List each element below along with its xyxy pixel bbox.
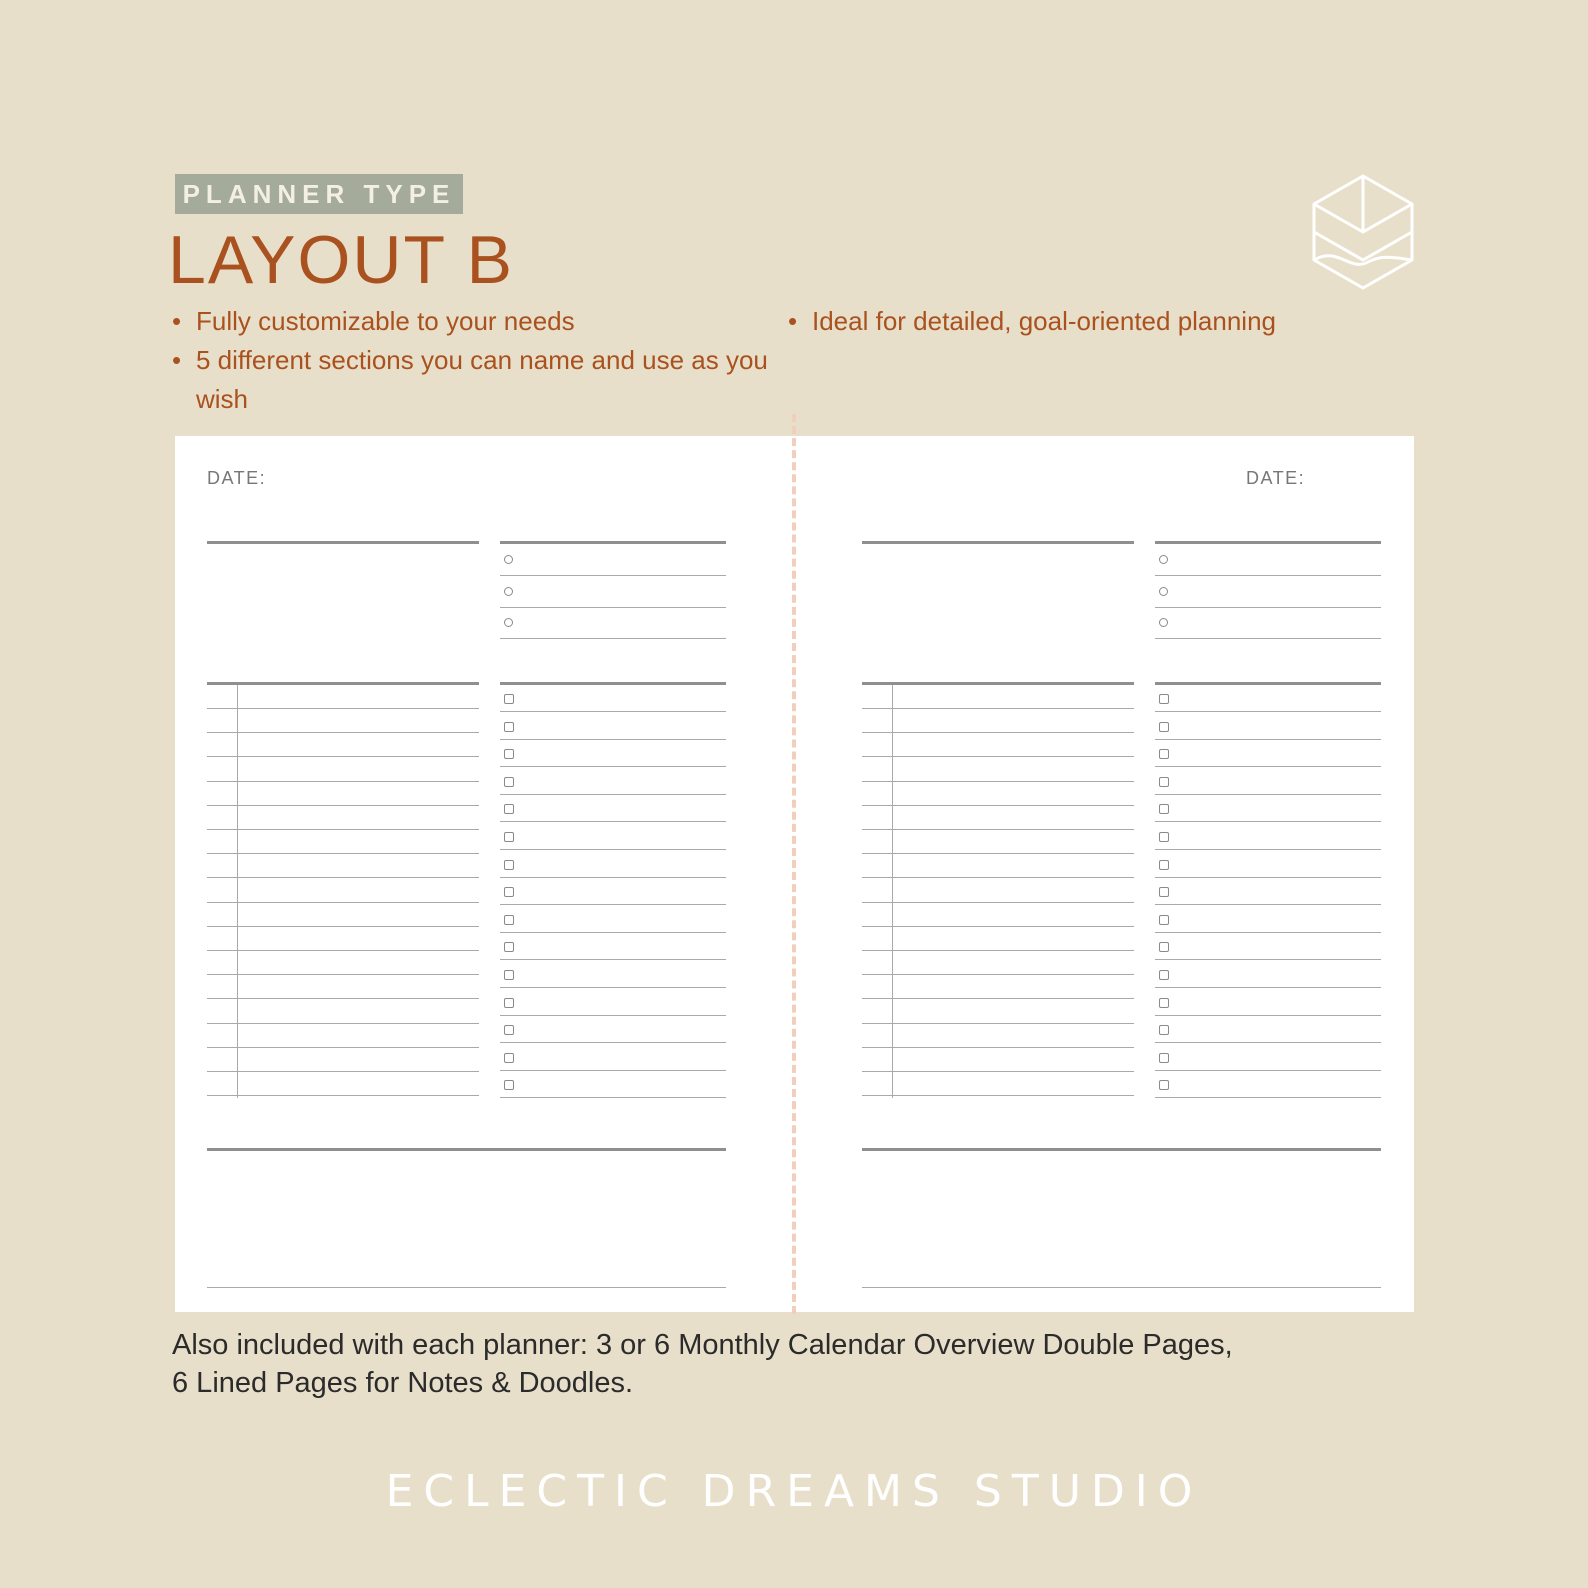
- todo-line: [500, 1015, 726, 1016]
- included-note: [172, 1326, 1422, 1402]
- todo-line: [1155, 1097, 1381, 1098]
- todo-line: [500, 904, 726, 905]
- bullet-circle-icon: [1159, 555, 1168, 564]
- feature-item: • 5 different sections you can name and use as you wish: [172, 341, 796, 419]
- checkbox-icon: [1159, 1025, 1169, 1035]
- schedule-line: [207, 805, 479, 806]
- checkbox-icon: [1159, 1053, 1169, 1063]
- included-note-line-2: 6 Lined Pages for Notes & Doodles.: [172, 1367, 634, 1399]
- checkbox-icon: [504, 832, 514, 842]
- todo-line: [1155, 932, 1381, 933]
- todo-line: [500, 739, 726, 740]
- todo-line: [1155, 739, 1381, 740]
- section-header-rule: [500, 541, 726, 544]
- todo-line: [1155, 794, 1381, 795]
- todo-line: [500, 932, 726, 933]
- schedule-line: [207, 974, 479, 975]
- schedule-line: [207, 998, 479, 999]
- section-header-rule: [500, 682, 726, 685]
- schedule-line: [207, 732, 479, 733]
- section-header-rule: [1155, 541, 1381, 544]
- checkbox-icon: [1159, 942, 1169, 952]
- checkbox-icon: [1159, 804, 1169, 814]
- checkbox-icon: [1159, 970, 1169, 980]
- todo-line: [500, 987, 726, 988]
- schedule-line: [862, 781, 1134, 782]
- checkbox-icon: [1159, 998, 1169, 1008]
- checkbox-icon: [504, 1080, 514, 1090]
- todo-line: [500, 821, 726, 822]
- todo-line: [500, 1042, 726, 1043]
- todo-line: [1155, 766, 1381, 767]
- checkbox-icon: [504, 970, 514, 980]
- date-label-right: DATE:: [1246, 468, 1306, 488]
- list-line: [1155, 638, 1381, 639]
- todo-line: [500, 1097, 726, 1098]
- schedule-line: [207, 781, 479, 782]
- todo-line: [500, 959, 726, 960]
- schedule-line: [207, 1047, 479, 1048]
- checkbox-icon: [504, 722, 514, 732]
- schedule-line: [862, 732, 1134, 733]
- list-line: [500, 575, 726, 576]
- schedule-line: [862, 950, 1134, 951]
- section-header-rule: [207, 541, 479, 544]
- section-header-rule: [862, 1148, 1381, 1151]
- date-label-left: DATE:: [207, 468, 267, 488]
- schedule-divider: [892, 685, 893, 1098]
- checkbox-icon: [504, 998, 514, 1008]
- schedule-line: [207, 1095, 479, 1096]
- schedule-line: [207, 756, 479, 757]
- page-title: LAYOUT B: [168, 222, 515, 298]
- section-header-rule: [207, 682, 479, 685]
- checkbox-icon: [1159, 777, 1169, 787]
- list-line: [1155, 607, 1381, 608]
- list-line: [500, 607, 726, 608]
- checkbox-icon: [504, 860, 514, 870]
- list-line: [500, 638, 726, 639]
- todo-line: [1155, 959, 1381, 960]
- feature-item: • Fully customizable to your needs: [172, 302, 796, 341]
- checkbox-icon: [504, 942, 514, 952]
- schedule-line: [862, 998, 1134, 999]
- schedule-line: [207, 926, 479, 927]
- todo-line: [1155, 711, 1381, 712]
- list-line: [1155, 575, 1381, 576]
- checkbox-icon: [1159, 1080, 1169, 1090]
- todo-line: [500, 849, 726, 850]
- bullet-circle-icon: [504, 555, 513, 564]
- checkbox-icon: [504, 1025, 514, 1035]
- todo-line: [500, 794, 726, 795]
- todo-line: [500, 711, 726, 712]
- checkbox-icon: [1159, 915, 1169, 925]
- schedule-line: [207, 950, 479, 951]
- schedule-line: [862, 926, 1134, 927]
- checkbox-icon: [1159, 722, 1169, 732]
- section-header-rule: [1155, 682, 1381, 685]
- schedule-line: [862, 1071, 1134, 1072]
- schedule-line: [207, 877, 479, 878]
- todo-line: [1155, 877, 1381, 878]
- checkbox-icon: [504, 804, 514, 814]
- section-header-rule: [207, 1148, 726, 1151]
- included-note-line-1: Also included with each planner: 3 or 6 Monthly Calendar Overview Double Pages,: [172, 1329, 1233, 1361]
- schedule-line: [207, 853, 479, 854]
- checkbox-icon: [504, 777, 514, 787]
- schedule-line: [862, 1095, 1134, 1096]
- bullet-circle-icon: [504, 618, 513, 627]
- schedule-line: [862, 829, 1134, 830]
- todo-line: [500, 1070, 726, 1071]
- schedule-line: [862, 902, 1134, 903]
- feature-list-right: [788, 302, 1432, 341]
- checkbox-icon: [1159, 832, 1169, 842]
- checkbox-icon: [504, 749, 514, 759]
- checkbox-icon: [504, 694, 514, 704]
- todo-line: [1155, 1070, 1381, 1071]
- schedule-line: [207, 708, 479, 709]
- page-fold-divider: [792, 414, 796, 1314]
- checkbox-icon: [504, 915, 514, 925]
- hexagon-logo-icon: [1308, 172, 1418, 292]
- notes-line: [862, 1287, 1381, 1288]
- schedule-line: [862, 1047, 1134, 1048]
- schedule-line: [862, 853, 1134, 854]
- todo-line: [1155, 1042, 1381, 1043]
- schedule-line: [862, 1023, 1134, 1024]
- todo-line: [1155, 904, 1381, 905]
- todo-line: [1155, 987, 1381, 988]
- checkbox-icon: [504, 1053, 514, 1063]
- schedule-line: [862, 974, 1134, 975]
- schedule-line: [862, 756, 1134, 757]
- checkbox-icon: [1159, 694, 1169, 704]
- checkbox-icon: [1159, 860, 1169, 870]
- todo-line: [500, 877, 726, 878]
- feature-list-left: [172, 302, 796, 419]
- schedule-line: [862, 708, 1134, 709]
- schedule-line: [862, 877, 1134, 878]
- schedule-divider: [237, 685, 238, 1098]
- schedule-line: [207, 902, 479, 903]
- schedule-line: [207, 1071, 479, 1072]
- notes-line: [207, 1287, 726, 1288]
- schedule-line: [207, 1023, 479, 1024]
- section-header-rule: [862, 541, 1134, 544]
- todo-line: [500, 766, 726, 767]
- bullet-circle-icon: [1159, 587, 1168, 596]
- todo-line: [1155, 821, 1381, 822]
- schedule-line: [207, 829, 479, 830]
- todo-line: [1155, 1015, 1381, 1016]
- brand-wordmark: ECLECTIC DREAMS STUDIO: [385, 1466, 1203, 1517]
- checkbox-icon: [504, 887, 514, 897]
- section-header-rule: [862, 682, 1134, 685]
- bullet-circle-icon: [504, 587, 513, 596]
- feature-item: • Ideal for detailed, goal-oriented planning: [788, 302, 1432, 341]
- checkbox-icon: [1159, 749, 1169, 759]
- planner-type-tag: PLANNER TYPE: [175, 174, 463, 214]
- todo-line: [1155, 849, 1381, 850]
- bullet-circle-icon: [1159, 618, 1168, 627]
- schedule-line: [862, 805, 1134, 806]
- checkbox-icon: [1159, 887, 1169, 897]
